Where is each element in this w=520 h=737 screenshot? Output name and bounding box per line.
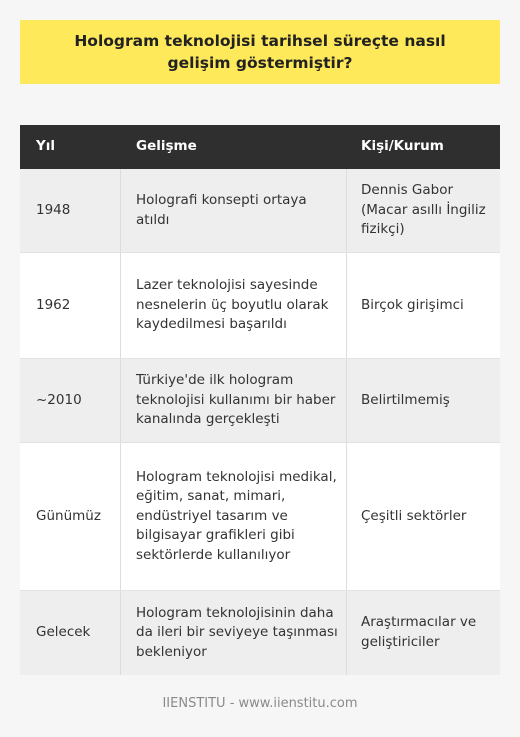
cell-development: Holografi konsepti ortaya atıldı (121, 169, 347, 252)
cell-year: 1948 (20, 169, 121, 252)
cell-development: Türkiye'de ilk hologram teknolojisi kullanımı bir haber kanalında gerçekleşti (121, 359, 347, 442)
cell-development: Hologram teknolojisi medikal, eğitim, sanat, mimari, endüstriyel tasarım ve bilgisayar grafikleri gibi sektörlerde kullanılıyor (121, 443, 347, 590)
header-development: Gelişme (136, 138, 197, 155)
cell-year: ~2010 (20, 359, 121, 442)
header-person-institution: Kişi/Kurum (361, 138, 444, 155)
footer-credit: IIENSTITU - www.iienstitu.com (162, 696, 358, 711)
table-row (20, 359, 500, 443)
title-banner (20, 20, 500, 84)
table-header-row (20, 125, 500, 169)
cell-person: Çeşitli sektörler (361, 507, 467, 524)
cell-person: Belirtilmemiş (361, 391, 450, 408)
table-row (20, 443, 500, 591)
cell-person: Araştırmacılar ve geliştiriciler (361, 614, 477, 650)
table-row (20, 169, 500, 253)
table-row (20, 591, 500, 675)
table-row (20, 253, 500, 359)
page-title: Hologram teknolojisi tarihsel süreçte nasıl gelişim göstermiştir? (74, 31, 446, 72)
header-year: Yıl (36, 138, 56, 155)
cell-person: Birçok girişimci (361, 296, 464, 313)
cell-year: Günümüz (20, 443, 121, 590)
cell-development: Hologram teknolojisinin daha da ileri bir seviyeye taşınması bekleniyor (121, 591, 347, 675)
cell-year: Gelecek (20, 591, 121, 675)
history-table (20, 125, 500, 675)
cell-development: Lazer teknolojisi sayesinde nesnelerin üç boyutlu olarak kaydedilmesi başarıldı (121, 253, 347, 358)
cell-year: 1962 (20, 253, 121, 358)
cell-person: Dennis Gabor (Macar asıllı İngiliz fizikçi) (361, 182, 486, 238)
